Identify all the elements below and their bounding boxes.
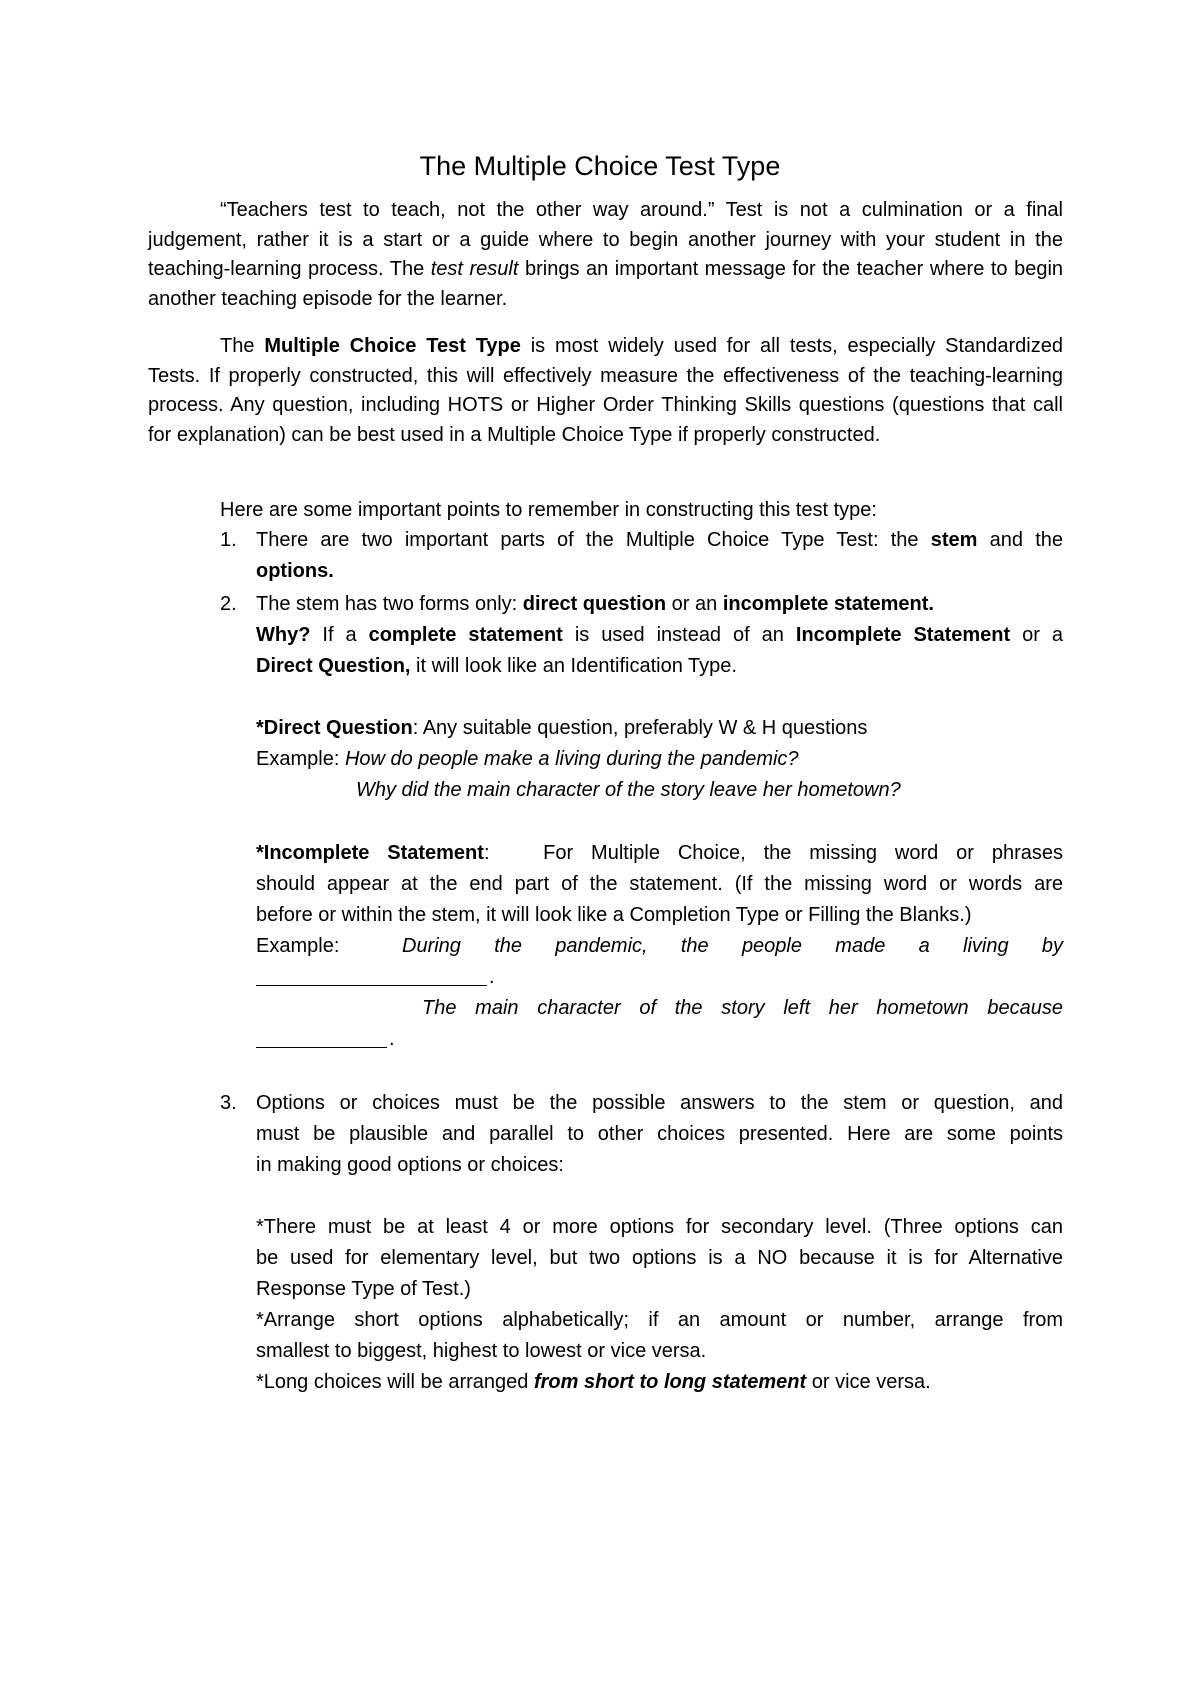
emphasis-test-result: test result xyxy=(430,258,519,280)
item3-line2: must be plausible and parallel to other choices presented. Here are some points xyxy=(256,1123,1063,1145)
item2-line1: The stem has two forms only: direct question or an incomplete statement. xyxy=(256,593,934,615)
document-title: The Multiple Choice Test Type xyxy=(419,151,781,181)
bullet2-line2: smallest to biggest, highest to lowest or vice versa. xyxy=(256,1340,707,1362)
list-number-3: 3. xyxy=(220,1092,237,1114)
answer-blank-1 xyxy=(256,985,487,986)
list-number-2: 2. xyxy=(220,593,237,615)
item2-line3: Direct Question, it will look like an Identification Type. xyxy=(256,655,737,677)
bullet3: *Long choices will be arranged from short to long statement or vice versa. xyxy=(256,1371,931,1393)
item3-line3: in making good options or choices: xyxy=(256,1154,564,1176)
direct-question-definition: *Direct Question: Any suitable question, preferably W & H questions xyxy=(256,717,868,739)
example-direct-2: Why did the main character of the story leave her hometown? xyxy=(356,779,901,801)
item3-line1: Options or choices must be the possible answers to the stem or question, and xyxy=(256,1092,1063,1114)
bullet1-line2: be used for elementary level, but two options is a NO because it is for Alternative xyxy=(256,1247,1063,1269)
list-intro: Here are some important points to remember in constructing this test type: xyxy=(220,499,877,521)
paragraph-multiple-choice: The Multiple Choice Test Type is most widely used for all tests, especially Standardized Tests. If properly constructed, this will effectively measure the effectiveness of the teaching-learning process. Any question, including HOTS or Higher Order Thinking Skills questions (questions that call for explanation) can be best used in a Multiple Choice Type if properly constructed. xyxy=(148,335,1063,446)
example-incomplete-1: During the pandemic, the people made a living by xyxy=(402,935,1063,957)
bullet2-line1: *Arrange short options alphabetically; if an amount or number, arrange from xyxy=(256,1309,1063,1331)
period-2: . xyxy=(389,1028,395,1050)
quote: “Teachers test to teach, not the other way around.” xyxy=(220,199,715,221)
example-incomplete-2: The main character of the story left her hometown because xyxy=(422,997,1063,1019)
incomplete-statement-line1: *Incomplete Statement: For Multiple Choice, the missing word or phrases xyxy=(256,842,1063,864)
item1-line1: There are two important parts of the Multiple Choice Type Test: the stem and the xyxy=(256,529,1063,551)
item1-line2: options. xyxy=(256,560,334,582)
incomplete-statement-line3: before or within the stem, it will look like a Completion Type or Filling the Blanks.) xyxy=(256,904,972,926)
bullet1-line3: Response Type of Test.) xyxy=(256,1278,471,1300)
example-incomplete-label: Example: xyxy=(256,935,340,957)
list-number-1: 1. xyxy=(220,529,237,551)
item2-line2: Why? If a complete statement is used instead of an Incomplete Statement or a xyxy=(256,624,1064,646)
bullet1-line1: *There must be at least 4 or more options for secondary level. (Three options can xyxy=(256,1216,1063,1238)
paragraph-intro: “Teachers test to teach, not the other way around.” Test is not a culmination or a final judgement, rather it is a start or a guide where to begin another journey with your student in the teaching-learning process. The test result brings an important message for the teacher where to begin another teaching episode for the learner. xyxy=(148,199,1064,310)
example-direct-1: Example: How do people make a living during the pandemic? xyxy=(256,748,799,770)
answer-blank-2 xyxy=(256,1047,387,1048)
period-1: . xyxy=(489,966,495,988)
term-multiple-choice: Multiple Choice Test Type xyxy=(264,335,521,357)
incomplete-statement-line2: should appear at the end part of the statement. (If the missing word or words are xyxy=(256,873,1063,895)
